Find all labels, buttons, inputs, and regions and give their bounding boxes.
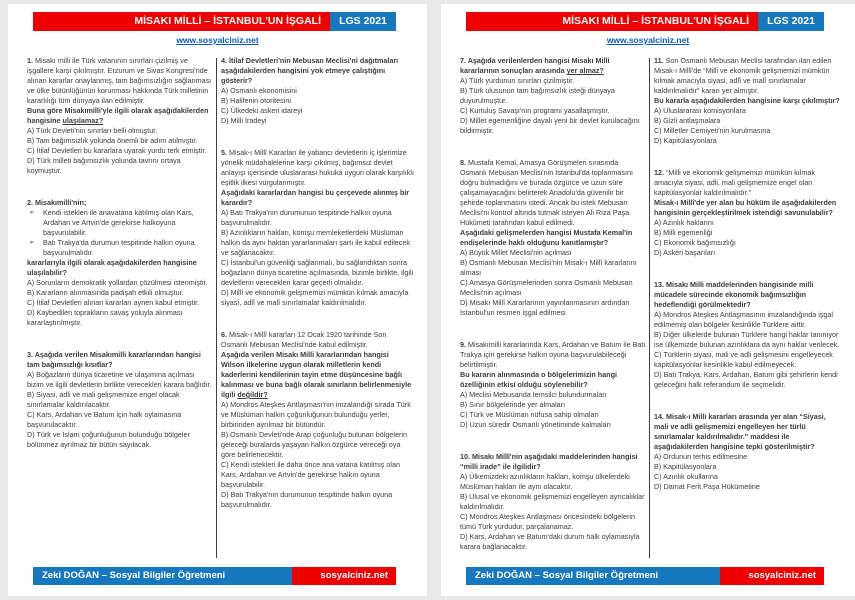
question-stem xyxy=(27,350,213,370)
questions-area xyxy=(460,56,842,562)
stem-text-run: Aşağıdaki kararlardan hangisi bu çerçevede alınmış bir karardır? xyxy=(221,188,410,207)
stem-text-run: Son Osmanlı Mebusan Meclisi tarafından ilan edilen Misak-ı Millî'de “Milli ve ekonomik gelişmemizi mümkün kılmak amacıyla siyasi, adlî ve malî sınırlamalar kaldırılmalıdır” kararı yer almıştır. xyxy=(654,56,832,95)
question-option: C) Ülkedeki askeri idareyi xyxy=(221,106,303,115)
stem-text-run: yer almaz? xyxy=(566,66,604,75)
question-stem xyxy=(27,198,213,208)
stem-text-run: ulaşılamaz? xyxy=(62,116,104,125)
stem-text-run: Mustafa Kemal, Amasya Görüşmeleri sırasında Osmanlı Mebusan Meclisi'nin İstanbul'da toplanmasını doğru bulmadığını ve burada özgürce ve uzun süre çalışamayacağını belirterek Anadolu'da güvenilir bir şehirde toplanmasını istedi. Ancak bu istek Mebusan Meclisi'ni kontrol altında tutmak isteyen Ali Rıza Paşa Hükûmeti tarafından kabul edilmedi. xyxy=(460,158,633,227)
question-option: D) Millet egemenliğine dayalı yeni bir devlet kurulacağını bildirmiştir. xyxy=(460,116,640,135)
question-stem xyxy=(654,412,842,452)
question-option: C) Kendi istekleri ile daha önce ana vatana katılmış olan Kars, Ardahan ve Artvin'de gerekirse halkın oyuna başvurulabilir. xyxy=(221,460,400,489)
question-option: B) Siyasi, adli ve mali gelişmemize engel olacak sınırlamalar kaldırılacaktır. xyxy=(27,390,180,409)
footer-site: sosyalciniz.net xyxy=(720,567,824,585)
questions-column-1 xyxy=(27,56,213,562)
question-option: A) Boğazların dünya ticaretine ve ulaşımına açılması bizim ve ilgili devletlerin birlikte verecekleri karara bağlıdır. xyxy=(27,370,212,389)
question-option: C) Milletler Cemiyeti'nin kurulmasına xyxy=(654,126,771,135)
question-option: B) Kararların alınmasında padişah etkili olmuştur. xyxy=(27,288,184,297)
question-option: A) Sorunların demokratik yollardan çözülmesi istenmiştir. xyxy=(27,278,208,287)
question-option: C) Türklerin siyasi, mali ve adli gelişmesini engelleyecek kapitülasyonlar kesinlikle kabul edilmeyecek. xyxy=(654,350,833,369)
question-option: D) Uzun süredir Osmanlı yönetiminde kalmaları xyxy=(460,420,611,429)
question-stem xyxy=(27,56,213,106)
question-option: C) İtilaf Devletleri alınan kararları aynen kabul etmiştir. xyxy=(27,298,200,307)
page-footer xyxy=(466,567,824,585)
stem-text-run: 3. Aşağıda verilen Misakımilli kararlarından hangisi tam bağımsızlığı kısıtlar? xyxy=(27,350,201,369)
stem-text-run: 12. xyxy=(654,168,666,177)
question xyxy=(460,56,646,136)
question xyxy=(27,56,213,176)
question-stem xyxy=(460,56,646,76)
stem-text-run: 2. Misakımilli'nin; xyxy=(27,198,87,207)
question-option: B) Gizli antlaşmalara xyxy=(654,116,721,125)
question xyxy=(27,350,213,450)
stem-text-run: 14. Misak-ı Milli kararları arasında yer alan “Siyasi, mali ve adli gelişmemizi engelleyen her türlü sınırlamalar kaldırılmalıdır.” maddesi ile aşağıdakilerden hangisine tepki gösterilmiştir? xyxy=(654,412,826,451)
exam-badge: LGS 2021 xyxy=(330,12,396,31)
footer-site: sosyalciniz.net xyxy=(292,567,396,585)
question-stem xyxy=(460,228,646,248)
bullet-arrow-icon: ➢ xyxy=(29,209,35,216)
question-option: B) Ulusal ve ekonomik gelişmemizi engelleyen ayrıcalıklar kaldırılmalıdır. xyxy=(460,492,645,511)
question-option: D) Batı Trakya'nın durumunun tespitinde halkın oyuna başvurulmalıdır. xyxy=(221,490,393,509)
question-option: A) Türk Devleti'nin sınırları belli olmuştur. xyxy=(27,126,158,135)
stem-text-run: Misakımilli kararlarında Kars, Ardahan ve Batum ile Batı Trakya için gerekirse halkın oyuna başvurulabileceği belirtilmiştir. xyxy=(460,340,646,369)
column-divider xyxy=(216,58,217,558)
question-option: A) Büyük Millet Meclisi'nin açılması xyxy=(460,248,572,257)
footer-author: Zeki DOĞAN – Sosyal Bilgiler Öğretmeni xyxy=(466,567,720,585)
stem-text-run: Aşağıda verilen Misakı Milli kararlarından hangisi Wilson ilkelerine uygun olarak milletlerin kendi kaderlerini kendilerinin tayin etme düşüncesine bağlı kalınması ve buna bağlı olarak sınırların belirlenmesiyle ilgili xyxy=(221,350,412,399)
stem-text-run: Bu kararın alınmasında o bölgelerimizin hangi özelliğinin etkisi olduğu söylenebilir? xyxy=(460,370,617,389)
question-stem xyxy=(654,56,842,96)
questions-column-1 xyxy=(460,56,646,562)
question-stem xyxy=(654,96,842,106)
question-stem xyxy=(221,188,414,208)
question xyxy=(654,56,842,146)
question-option: A) Osmanlı ekonomisini xyxy=(221,86,297,95)
stem-text-run: 11. xyxy=(654,56,666,65)
question-option: B) Türk ulusunun tam bağımsızlık isteği dünyaya duyurulmuştur. xyxy=(460,86,615,105)
question xyxy=(221,148,414,308)
stem-text-run: Misak-ı Millî Kararları ile yabancı devletlerin iç işlerimize yönelik müdahalelerine karşı çıkılmış, bağımsız devlet anlayışı içerisinde uluslararası hukuka uygun olarak karşılıklı eşitlik ilkesi vurgulanmıştır. xyxy=(221,148,414,187)
stem-text-run: 10. Misakı Millî'nin aşağıdaki maddelerinden hangisi “milli irade” ile ilgilidir? xyxy=(460,452,638,471)
question-option: D) Milli İradeyi xyxy=(221,116,267,125)
page-header xyxy=(466,12,824,31)
question-stem xyxy=(460,452,646,472)
stem-text-run: Bu kararla aşağıdakilerden hangisine karşı çıkılmıştır? xyxy=(654,96,840,105)
question-option: A) Azınlık haklarını xyxy=(654,218,714,227)
questions-column-2 xyxy=(654,56,842,562)
question xyxy=(460,158,646,318)
question-option: B) Kapitülasyonlara xyxy=(654,462,717,471)
question-option: A) Mondros Ateşkes Antlaşmasının imzalandığında işgal edilmemiş olan bölgeler kesinlikle Türklere aittir. xyxy=(654,310,833,329)
stem-text-run: Batı Trakya'da durumun tespitinde halkın oyuna başvurulmalıdır. xyxy=(43,238,195,257)
question-option: D) Türk ve İslam çoğunluğunun bulunduğu bölgeler bölünmez ayrılmaz bir bütün sayılacak. xyxy=(27,430,190,449)
stem-text-run: 13. Misakı Milli maddelerinden hangisinde milli mücadele sürecinde ekonomik bağımsızlığın hedeflendiği görülmektedir? xyxy=(654,280,814,309)
question-option: B) Milli egemenliği xyxy=(654,228,713,237)
stem-text-run: 4. İtilaf Devletleri'nin Mebusan Meclisi'ni dağıtmaları aşağıdakilerden hangisini yok etmeye çalıştığını gösterir? xyxy=(221,56,399,85)
worksheet-page-2 xyxy=(441,4,855,596)
question-option: D) Türk milleti bağımsızlık yolunda tavrını ortaya koymuştur. xyxy=(27,156,181,175)
question xyxy=(221,56,414,126)
question-option: B) Halifenin otoritesini xyxy=(221,96,291,105)
question-option: D) Batı Trakya, Kars, Ardahan, Batum gibi şehirlerin kendi geleceğini halk referandum ile seçmelidir. xyxy=(654,370,838,389)
page-title: MİSAKI MİLLİ – İSTANBUL'UN İŞGALİ xyxy=(466,12,758,31)
stem-text-run: “Milli ve ekonomik gelişmemizi mümkün kılmak amacıyla siyasi, adli, mali gelişmemize engel olan kapitülasyonlar kaldırılmalıdır.” xyxy=(654,168,815,197)
question-option: B) Azınlıkların hakları, komşu memleketlerdeki Müslüman halkın da aynı haktan yararlanmaları şartı ile kabul edilecek ve sağlanacaktır. xyxy=(221,228,410,257)
question-stem xyxy=(654,168,842,198)
stem-text-run: kararlarıyla ilgili olarak aşağıdakilerden hangisine ulaşılabilir? xyxy=(27,258,197,277)
question-option: A) Mondros Ateşkes Antlaşması'nın imzalandığı sırada Türk ve Müslüman halkın çoğunluğunun bulunduğu yerler, birbirinden ayrılmaz bir bütündür. xyxy=(221,400,411,429)
question-option: A) Ülkemizdeki azınlıkların hakları, komşu ülkelerdeki Müslüman hakları ile aynı olacaktır. xyxy=(460,472,630,491)
question xyxy=(654,412,842,492)
question-option: D) Misakı Millî Kararlarının yayınlanmasının ardından İstanbul'un resmen işgal edilmesi xyxy=(460,298,630,317)
question-bullet-item xyxy=(27,208,213,238)
question-stem xyxy=(654,280,842,310)
stem-text-run: Buna göre Misakımilli'yle ilgili olarak aşağıdakilerden hangisine xyxy=(27,106,209,125)
question-option: A) Meclisi Mebusanda temsilci bulundurmaları xyxy=(460,390,607,399)
website-link[interactable]: www.sosyalciniz.net xyxy=(176,35,259,45)
question-option: A) Türk yurdunun sınırları çizilmiştir. xyxy=(460,76,575,85)
question xyxy=(221,330,414,510)
questions-column-2 xyxy=(221,56,414,562)
stem-text-run: Kendi istekleri ile anavatana katılmış olan Kars, Ardahan ve Artvin'de gerekirse halkoyuna başvurulabilir. xyxy=(43,208,194,237)
question-option: D) Kaybedilen toprakların savaş yoluyla alınması kararlaştırılmıştır. xyxy=(27,308,183,327)
question-option: D) Askeri başarıları xyxy=(654,248,716,257)
question xyxy=(27,198,213,328)
column-divider xyxy=(649,58,650,558)
question-option: C) Kars, Ardahan ve Batum için halk oylamasına başvurulacaktır. xyxy=(27,410,182,429)
question-option: B) Osmanlı Devleti'nde Arap çoğunluğu bulunan bölgelerin geleceği buralarda yaşayan halkın özgürce vereceği oya göre belirlenecektir. xyxy=(221,430,407,459)
question-stem xyxy=(27,106,213,126)
bullet-arrow-icon: ➢ xyxy=(29,239,35,246)
question-option: C) Ekonomik bağımsızlığı xyxy=(654,238,736,247)
question-stem xyxy=(654,198,842,218)
stem-text-run: Misak-ı Millî kararları 12 Ocak 1920 tarihinde Son Osmanlı Mebusan Meclisi'nde kabul edilmiştir. xyxy=(221,330,387,349)
page-footer xyxy=(33,567,396,585)
stem-text-run: 6. xyxy=(221,330,229,339)
question xyxy=(654,168,842,258)
question xyxy=(460,452,646,552)
page-title: MİSAKI MİLLİ – İSTANBUL'UN İŞGALİ xyxy=(33,12,330,31)
stem-text-run: 1. xyxy=(27,56,35,65)
question-stem xyxy=(460,370,646,390)
page-header xyxy=(33,12,396,31)
question-bullet-item xyxy=(27,238,213,258)
stem-text-run: 5. xyxy=(221,148,229,157)
worksheet-page-1 xyxy=(8,4,427,596)
stem-text-run: 9. xyxy=(460,340,468,349)
question-option: B) Diğer ülkelerde bulunan Türklere hangi haklar tanınıyor ise ülkemizde bulunan azınlıklara da aynı haklar verilecek. xyxy=(654,330,840,349)
question-stem xyxy=(221,350,414,400)
question-option: D) Kars, Ardahan ve Batum'daki durum halk oylamasıyla karara bağlanacaktır. xyxy=(460,532,640,551)
question-stem xyxy=(221,56,414,86)
stem-text-run: 7. Aşağıda verilenlerden hangisi Misakı Milli kararlarının sonuçları arasında xyxy=(460,56,610,75)
question-option: D) Damat Ferit Paşa Hükümetine xyxy=(654,482,760,491)
stem-text-run: Aşağıdaki gelişmelerden hangisi Mustafa Kemal'in endişelerinde haklı olduğunu kanıtlamıştır? xyxy=(460,228,633,247)
question-option: C) Azınlık okullarına xyxy=(654,472,718,481)
footer-author: Zeki DOĞAN – Sosyal Bilgiler Öğretmeni xyxy=(33,567,292,585)
question-stem xyxy=(460,158,646,228)
question-option: C) İtilaf Devletleri bu kararlara uyarak yurdu terk etmiştir. xyxy=(27,146,207,155)
question xyxy=(654,280,842,390)
questions-area xyxy=(27,56,414,562)
question-option: A) Ordunun terhis edilmesine xyxy=(654,452,748,461)
question-option: C) İstanbul'un güvenliği sağlanmalı, bu sağlandıktan sonra boğazların dünya ticaretine açılmasında, bizimle birlikte, ilgili devletlerin verecekleri karar geçerli olmalıdır. xyxy=(221,258,414,287)
question-option: A) Batı Trakya'nın durumunun tespitinde halkın oyuna başvurulmalıdır. xyxy=(221,208,392,227)
question xyxy=(460,340,646,430)
stem-text-run: değildir? xyxy=(237,390,268,399)
question-stem xyxy=(221,330,414,350)
question-option: B) Tam bağımsızlık yolunda önemli bir adım atılmıştır. xyxy=(27,136,198,145)
question-option: A) Uluslararası komisyonlara xyxy=(654,106,746,115)
question-option: B) Osmanlı Mebusan Meclisi'nin Misak-ı Millî kararlarını alması xyxy=(460,258,637,277)
question-option: C) Amasya Görüşmelerinden sonra Osmanlı Mebusan Meclisi'nin açılması xyxy=(460,278,633,297)
stem-text-run: Misakı milli ile Türk vatanının sınırları çizilmiş ve işgallere karşı çıkılmıştır. Erzurum ve Sivas Kongresi'nde alınan kararlar onaylanmış, tam bağımsızlığın sağlanması ve ülke bütünlüğünün korunması hakkında Türk milletinin kararlılığı tüm dünyaya ilan edilmiştir. xyxy=(27,56,212,105)
question-option: C) Türk ve Müslüman nüfusa sahip olmaları xyxy=(460,410,599,419)
question-stem xyxy=(221,148,414,188)
question-stem xyxy=(460,340,646,370)
question-option: D) Millî ve ekonomik gelişmemizi mümkün kılmak amacıyla siyasî, adlî ve malî sınırlamalar kaldırılmalıdır. xyxy=(221,288,409,307)
question-option: C) Mondros Ateşkes Antlaşması öncesindeki bölgelerin tümü Türk yurdudur, parçalanamaz. xyxy=(460,512,635,531)
stem-text-run: Misak-ı Millî'de yer alan bu hüküm ile aşağıdakilerden hangisinin gerçekleştirilmek istendiği savunulabilir? xyxy=(654,198,837,217)
question-option: B) Sınır bölgelerinde yer almaları xyxy=(460,400,566,409)
question-option: C) Kurtuluş Savaşı'nın programı yasallaşmıştır. xyxy=(460,106,610,115)
question-stem xyxy=(27,258,213,278)
stem-text-run: 8. xyxy=(460,158,468,167)
exam-badge: LGS 2021 xyxy=(758,12,824,31)
website-link[interactable]: www.sosyalciniz.net xyxy=(606,35,690,45)
question-option: D) Kapitülasyonlara xyxy=(654,136,717,145)
